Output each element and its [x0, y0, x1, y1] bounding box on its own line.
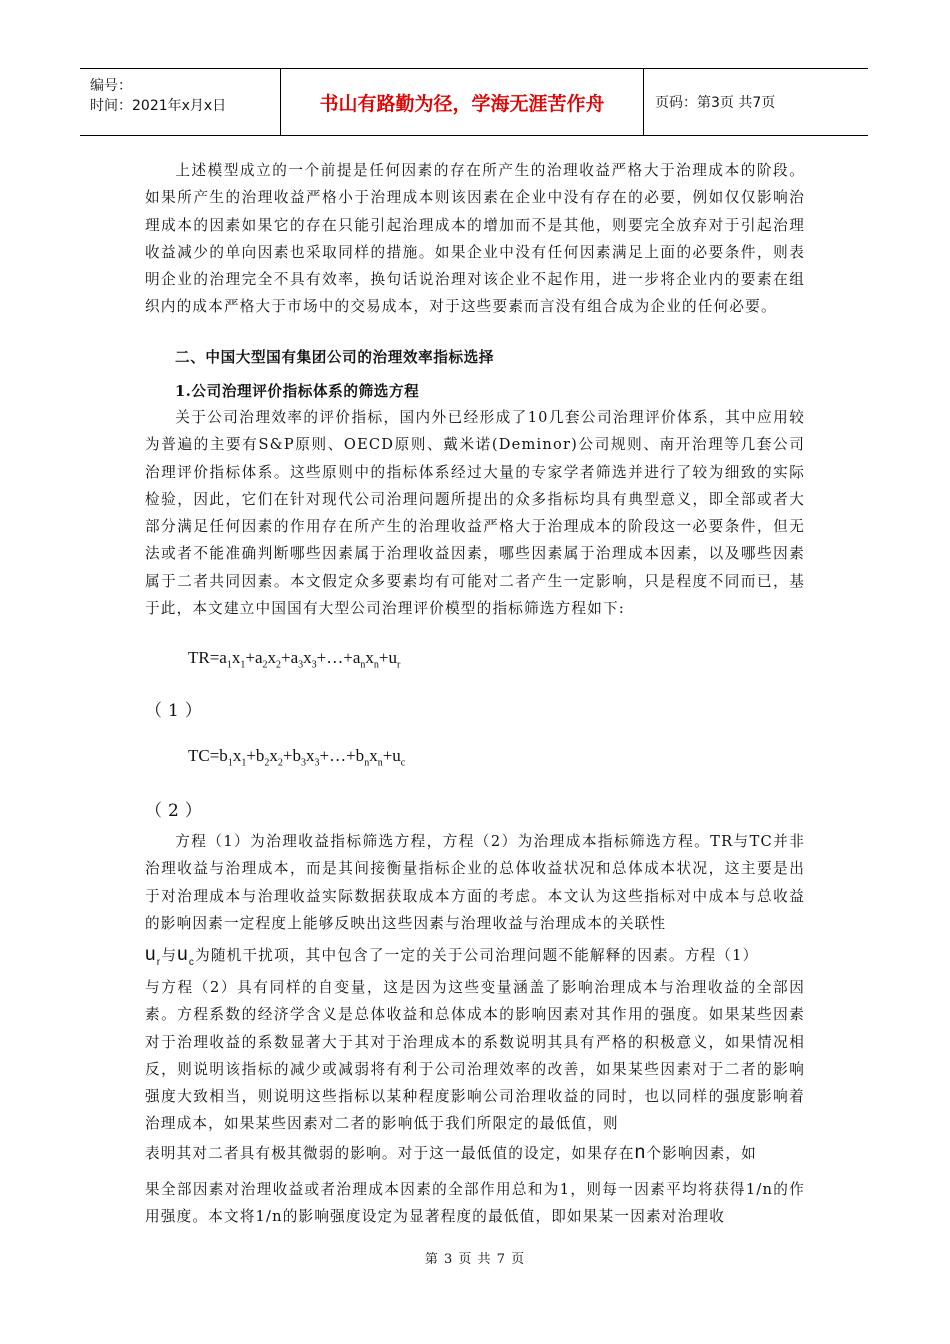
paragraph-4: $u_r$与$u_c$为随机干扰项，其中包含了一定的关于公司治理问题不能解释的因素。方程（1） [145, 944, 759, 968]
paragraph-2: 关于公司治理效率的评价指标，国内外已经形成了10几套公司治理评价体系，其中应用较为普遍的主要有S&P原则、OECD原则、戴米诺(Deminor)公司规则、南开治理等几套公司治理评价指标体系。这些原则中的指标体系经过大量的专家学者筛选并进行了较为细致的实际检验，因此，它们在针对现代公司治理问题所提出的众多指标均具有典型意义，即全部或者大部分满足任何因素的作用存在所产生的治理收益严格大于治理成本的阶段这一必要条件，但无法或者不能准确判断哪些因素属于治理收益因素，哪些因素属于治理成本因素，以及哪些因素属于二者共同因素。本文假定众多要素均有可能对二者产生一定影响，只是程度不同而已，基于此，本文建立中国国有大型公司治理评价模型的指标筛选方程如下: [145, 409, 805, 618]
number-label: 编号： [90, 78, 132, 94]
page-footer: 第 3 页 共 7 页 [424, 1252, 526, 1267]
header-page-info: 页码：第3页 共7页 [655, 95, 776, 111]
equation-2-number: （2） [145, 801, 208, 821]
subsection-heading: 1.公司治理评价指标体系的筛选方程 [175, 383, 420, 400]
equation-1-number: （1） [145, 701, 208, 721]
page-header [80, 68, 868, 136]
section-heading: 二、中国大型国有集团公司的治理效率指标选择 [175, 349, 495, 366]
paragraph-7: 果全部因素对治理收益或者治理成本因素的全部作用总和为1，则每一因素平均将获得1/n的作用强度。本文将1/n的影响强度设定为显著程度的最低值，即如果某一因素对治理收 [145, 1181, 805, 1226]
equation-tr: $TR=a_1x_1+a_2x_2+a_3x_3+\dots+a_nx_n+u_r$ [188, 648, 401, 671]
paragraph-6: 表明其对二者具有极其微弱的影响。对于这一最低值的设定，如果存在n个影响因素，如 [145, 1142, 757, 1163]
paragraph-5: 与方程（2）具有同样的自变量，这是因为这些变量涵盖了影响治理成本与治理收益的全部因素。方程系数的经济学含义是总体收益和总体成本的影响因素对其作用的强度。如果某些因素对于治理收益的系数显著大于其对于治理成本的系数说明其具有严格的积极意义，如果情况相反，则说明该指标的减少或减弱将有利于公司治理效率的改善，如果某些因素对于二者的影响强度大致相当，则说明这些指标以某种程度影响公司治理收益的同时，也以同样的强度影响着治理成本，如果某些因素对二者的影响低于我们所限定的最低值，则 [145, 979, 805, 1133]
header-meta [80, 69, 280, 135]
paragraph-1: 上述模型成立的一个前提是任何因素的存在所产生的治理收益严格大于治理成本的阶段。如果所产生的治理收益严格小于治理成本则该因素在企业中没有存在的必要，例如仅仅影响治理成本的因素如果它的存在只能引起治理成本的增加而不是其他，则要完全放弃对于引起治理收益减少的单向因素也采取同样的措施。如果企业中没有任何因素满足上面的必要条件，则表明企业的治理完全不具有效率，换句话说治理对该企业不起作用，进一步将企业内的要素在组织内的成本严格大于市场中的交易成本，对于这些要素而言没有组合成为企业的任何必要。 [145, 162, 805, 316]
time-label: 时间：2021年x月x日 [90, 98, 227, 114]
paragraph-3: 方程（1）为治理收益指标筛选方程，方程（2）为治理成本指标筛选方程。TR与TC并非治理收益与治理成本，而是其间接衡量指标企业的总体收益状况和总体成本状况，这主要是出于对治理成本与治理收益实际数据获取成本方面的考虑。本文认为这些指标对中成本与总收益的影响因素一定程度上能够反映出这些因素与治理收益与治理成本的关联性 [145, 833, 805, 932]
symbol-ur: $u_r$ [145, 944, 162, 968]
header-motto: 书山有路勤为径，学海无涯苦作舟 [280, 69, 644, 135]
equation-tc: $TC=b_1x_1+b_2x_2+b_3x_3+\dots+b_nx_n+u_c$ [188, 746, 406, 769]
symbol-uc: $u_c$ [177, 944, 196, 968]
